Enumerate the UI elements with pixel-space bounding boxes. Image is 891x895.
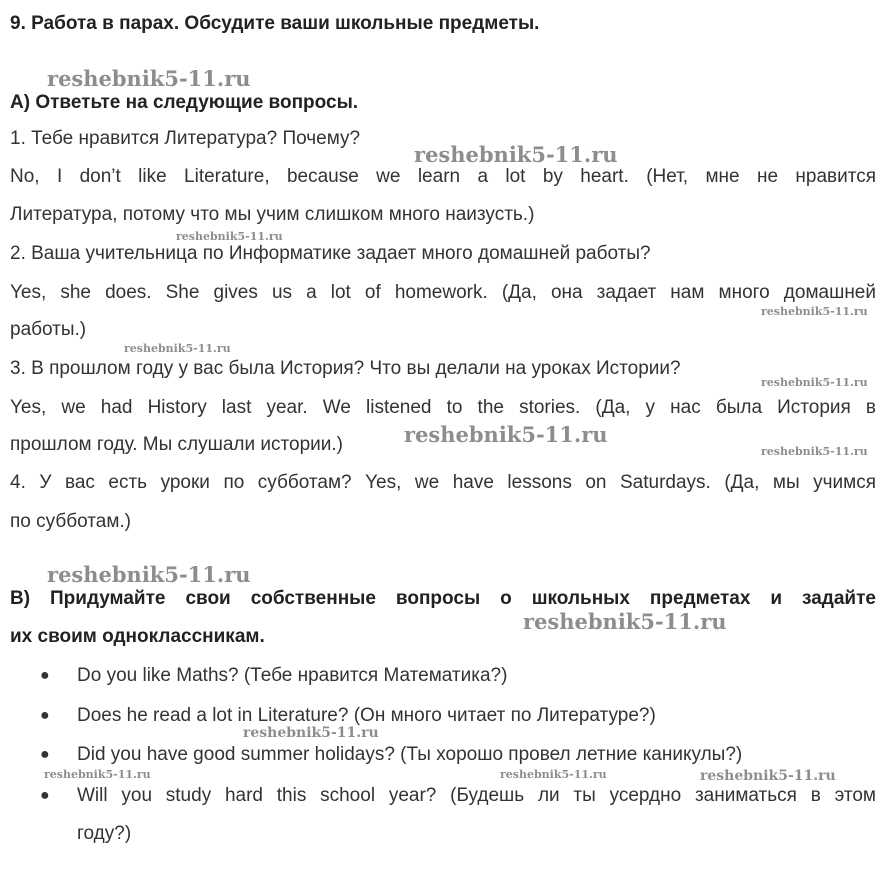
answer-2-line-2: работы.): [10, 319, 87, 340]
watermark: reshebnik5-11.ru: [761, 305, 868, 318]
answer-1-line-2: Литература, потому что мы учим слишком много наизусть.): [10, 204, 535, 225]
question-1: 1. Тебе нравится Литература? Почему?: [10, 128, 361, 149]
question-4-line-2: по субботам.): [10, 511, 131, 532]
answer-3-line-2: прошлом году. Мы слушали истории.): [10, 434, 343, 455]
watermark: reshebnik5-11.ru: [761, 445, 868, 458]
answer-1-line-1: No, I don’t like Literature, because we learn a lot by heart. (Нет, мне не нравится: [10, 166, 876, 187]
task-title: 9. Работа в парах. Обсудите ваши школьные предметы.: [10, 13, 540, 34]
watermark: reshebnik5-11.ru: [47, 66, 251, 91]
answer-2-line-1: Yes, she does. She gives us a lot of homework. (Да, она задает нам много домашней: [10, 282, 876, 303]
list-item-text: Do you like Maths? (Тебе нравится Математика?): [77, 665, 508, 686]
bullet-icon: ●: [40, 746, 50, 763]
answer-3-line-1: Yes, we had History last year. We listened to the stories. (Да, у нас была История в: [10, 397, 876, 418]
watermark: reshebnik5-11.ru: [47, 562, 251, 587]
watermark: reshebnik5-11.ru: [243, 725, 379, 741]
list-item-text-line-2: году?): [77, 823, 132, 844]
watermark: reshebnik5-11.ru: [761, 376, 868, 389]
watermark: reshebnik5-11.ru: [404, 422, 608, 447]
bullet-icon: ●: [40, 707, 50, 724]
section-b-heading-line-1: В) Придумайте свои собственные вопросы о школьных предметах и задайте: [10, 588, 876, 609]
watermark: reshebnik5-11.ru: [414, 142, 618, 167]
list-item-text-line-1: Will you study hard this school year? (Будешь ли ты усердно заниматься в этом: [77, 785, 876, 806]
question-2: 2. Ваша учительница по Информатике задает много домашней работы?: [10, 243, 651, 264]
watermark: reshebnik5-11.ru: [700, 768, 836, 784]
question-4-line-1: 4. У вас есть уроки по субботам? Yes, we have lessons on Saturdays. (Да, мы учимся: [10, 472, 876, 493]
bullet-icon: ●: [40, 787, 50, 804]
watermark: reshebnik5-11.ru: [176, 230, 283, 243]
watermark: reshebnik5-11.ru: [44, 768, 151, 781]
section-b-heading-line-2: их своим одноклассникам.: [10, 626, 265, 647]
watermark: reshebnik5-11.ru: [500, 768, 607, 781]
list-item-text: Did you have good summer holidays? (Ты хорошо провел летние каникулы?): [77, 744, 743, 765]
section-a-heading: А) Ответьте на следующие вопросы.: [10, 92, 359, 113]
question-3: 3. В прошлом году у вас была История? Что вы делали на уроках Истории?: [10, 358, 681, 379]
list-item-text: Does he read a lot in Literature? (Он много читает по Литературе?): [77, 705, 656, 726]
watermark: reshebnik5-11.ru: [124, 342, 231, 355]
bullet-icon: ●: [40, 667, 50, 684]
watermark: reshebnik5-11.ru: [523, 609, 727, 634]
